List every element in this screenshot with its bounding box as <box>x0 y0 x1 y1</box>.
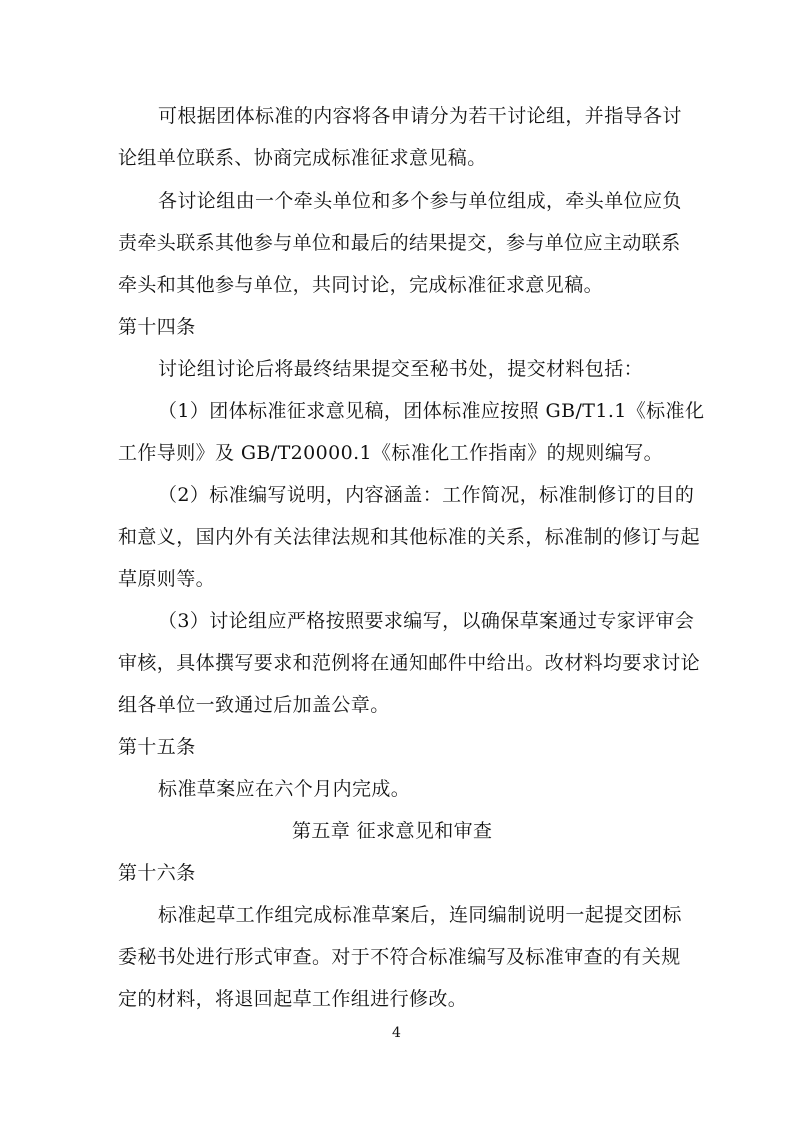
paragraph-line: 标准起草工作组完成标准草案后，连同编制说明一起提交团标 <box>158 904 682 926</box>
list-item-line: 草原则等。 <box>118 568 216 590</box>
paragraph-line: 委秘书处进行形式审查。对于不符合标准编写及标准审查的有关规 <box>118 946 681 968</box>
page-number: 4 <box>392 1025 401 1041</box>
list-item-line: （3）讨论组应严格按照要求编写，以确保草案通过专家评审会 <box>158 610 695 632</box>
paragraph-line: 定的材料，将退回起草工作组进行修改。 <box>118 988 468 1010</box>
list-item-line: （1）团体标准征求意见稿，团体标准应按照 GB/T1.1《标准化 <box>158 400 705 422</box>
list-item-line: （2）标准编写说明，内容涵盖：工作简况，标准制修订的目的 <box>158 484 695 506</box>
article-heading: 第十四条 <box>118 316 196 338</box>
list-item-line: 审核，具体撰写要求和范例将在通知邮件中给出。改材料均要求讨论 <box>118 652 701 674</box>
paragraph-line: 责牵头联系其他参与单位和最后的结果提交，参与单位应主动联系 <box>118 232 681 254</box>
list-item-line: 和意义，国内外有关法律法规和其他标准的关系，标准制的修订与起 <box>118 526 701 548</box>
paragraph-line: 可根据团体标准的内容将各申请分为若干讨论组，并指导各讨 <box>158 105 682 127</box>
list-item-line: 组各单位一致通过后加盖公章。 <box>118 694 390 716</box>
paragraph-line: 各讨论组由一个牵头单位和多个参与单位组成，牵头单位应负 <box>158 190 682 212</box>
paragraph-line: 牵头和其他参与单位，共同讨论，完成标准征求意见稿。 <box>118 274 604 296</box>
paragraph-line: 讨论组讨论后将最终结果提交至秘书处，提交材料包括： <box>158 358 644 380</box>
list-item-line: 工作导则》及 GB/T20000.1《标准化工作指南》的规则编写。 <box>118 442 664 464</box>
paragraph-line: 标准草案应在六个月内完成。 <box>158 778 411 800</box>
paragraph-line: 论组单位联系、协商完成标准征求意见稿。 <box>118 147 487 169</box>
article-heading: 第十六条 <box>118 862 196 884</box>
chapter-heading: 第五章 征求意见和审查 <box>292 820 493 842</box>
article-heading: 第十五条 <box>118 736 196 758</box>
